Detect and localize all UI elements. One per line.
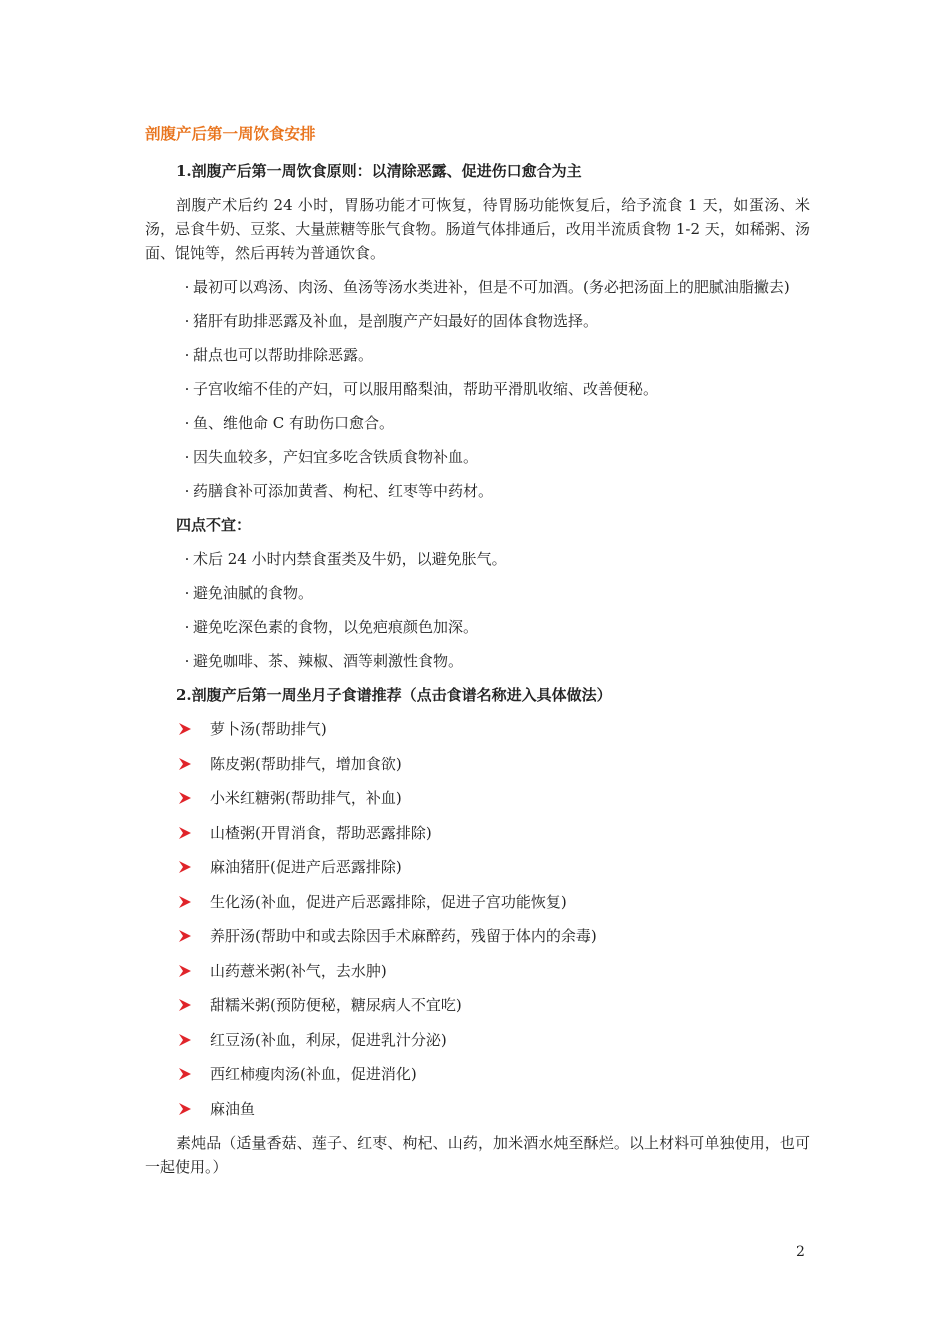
list-item: · 避免咖啡、茶、辣椒、酒等刺激性食物。 bbox=[145, 649, 810, 673]
arrow-right-icon bbox=[178, 929, 210, 943]
arrow-right-icon bbox=[178, 757, 210, 771]
recipe-name[interactable]: 养肝汤(帮助中和或去除因手术麻醉药，残留于体内的余毒) bbox=[210, 927, 597, 945]
recipe-link-item[interactable] bbox=[178, 752, 810, 776]
recipe-name[interactable]: 西红柿瘦肉汤(补血，促进消化) bbox=[210, 1065, 417, 1083]
list-item: · 避免油腻的食物。 bbox=[145, 581, 810, 605]
four-donts-heading: 四点不宜： bbox=[176, 516, 252, 534]
bullet-dot: · bbox=[184, 652, 190, 670]
arrow-right-icon bbox=[178, 722, 210, 736]
recipe-name[interactable]: 萝卜汤(帮助排气) bbox=[210, 720, 327, 738]
section2-heading: 2.剖腹产后第一周坐月子食谱推荐（点击食谱名称进入具体做法） bbox=[176, 686, 612, 704]
recipe-link-item[interactable] bbox=[178, 821, 810, 845]
arrow-right-icon bbox=[178, 1033, 210, 1047]
bullet-dot: · bbox=[184, 550, 190, 568]
list-item: · 药膳食补可添加黄耆、枸杞、红枣等中药材。 bbox=[145, 479, 810, 503]
arrow-right-icon bbox=[178, 1102, 210, 1116]
arrow-right-icon bbox=[178, 895, 210, 909]
bullet-dot: · bbox=[184, 346, 190, 364]
list-item: · 术后 24 小时内禁食蛋类及牛奶，以避免胀气。 bbox=[145, 547, 810, 571]
recipe-name[interactable]: 甜糯米粥(预防便秘，糖尿病人不宜吃) bbox=[210, 996, 462, 1014]
recipe-link-item[interactable] bbox=[178, 993, 810, 1017]
bullet-dot: · bbox=[184, 584, 190, 602]
bullet-dot: · bbox=[184, 312, 190, 330]
four-donts-list bbox=[145, 547, 810, 673]
list-item: · 子宫收缩不佳的产妇，可以服用酪梨油，帮助平滑肌收缩、改善便秘。 bbox=[145, 377, 810, 401]
page-title: 剖腹产后第一周饮食安排 bbox=[145, 124, 316, 143]
arrow-right-icon bbox=[178, 1067, 210, 1081]
recipe-link-item[interactable] bbox=[178, 786, 810, 810]
recipe-list bbox=[145, 717, 810, 1121]
list-item: · 猪肝有助排恶露及补血，是剖腹产产妇最好的固体食物选择。 bbox=[145, 309, 810, 333]
recipe-name[interactable]: 山楂粥(开胃消食，帮助恶露排除) bbox=[210, 823, 432, 842]
arrow-right-icon bbox=[178, 826, 210, 840]
document-page bbox=[145, 122, 810, 1189]
bullet-dot: · bbox=[184, 278, 190, 296]
arrow-right-icon bbox=[178, 998, 210, 1012]
recipe-link-item[interactable] bbox=[178, 890, 810, 914]
list-item: · 最初可以鸡汤、肉汤、鱼汤等汤水类进补，但是不可加酒。(务必把汤面上的肥腻油脂撇去) bbox=[145, 275, 810, 299]
bullet-dot: · bbox=[184, 380, 190, 398]
bullet-dot: · bbox=[184, 448, 190, 466]
recipe-link-item[interactable] bbox=[178, 959, 810, 983]
recipe-name[interactable]: 山药薏米粥(补气，去水肿) bbox=[210, 961, 387, 980]
recipe-link-item[interactable] bbox=[178, 717, 810, 741]
recipe-name[interactable]: 麻油猪肝(促进产后恶露排除) bbox=[210, 858, 402, 876]
arrow-right-icon bbox=[178, 964, 210, 978]
recipe-name[interactable]: 麻油鱼 bbox=[210, 1099, 256, 1118]
recipe-name[interactable]: 陈皮粥(帮助排气，增加食欲) bbox=[210, 754, 402, 773]
section1-bullet-list bbox=[145, 275, 810, 503]
page-number: 2 bbox=[796, 1244, 805, 1260]
recipe-name[interactable]: 红豆汤(补血，利尿，促进乳汁分泌) bbox=[210, 1030, 447, 1049]
recipe-link-item[interactable] bbox=[178, 1028, 810, 1052]
recipe-link-item[interactable] bbox=[178, 855, 810, 879]
list-item: · 鱼、维他命 C 有助伤口愈合。 bbox=[145, 411, 810, 435]
section1-heading: 1.剖腹产后第一周饮食原则：以清除恶露、促进伤口愈合为主 bbox=[176, 162, 582, 180]
recipe-name[interactable]: 生化汤(补血，促进产后恶露排除，促进子宫功能恢复) bbox=[210, 892, 567, 911]
list-item: · 甜点也可以帮助排除恶露。 bbox=[145, 343, 810, 367]
arrow-right-icon bbox=[178, 860, 210, 874]
bullet-dot: · bbox=[184, 482, 190, 500]
recipe-link-item[interactable] bbox=[178, 924, 810, 948]
recipe-link-item[interactable] bbox=[178, 1097, 810, 1121]
list-item: · 避免吃深色素的食物，以免疤痕颜色加深。 bbox=[145, 615, 810, 639]
recipe-name[interactable]: 小米红糖粥(帮助排气，补血) bbox=[210, 789, 402, 807]
recipe-link-item[interactable] bbox=[178, 1062, 810, 1086]
bullet-dot: · bbox=[184, 618, 190, 636]
list-item: · 因失血较多，产妇宜多吃含铁质食物补血。 bbox=[145, 445, 810, 469]
arrow-right-icon bbox=[178, 791, 210, 805]
section2-closing: 素炖品（适量香菇、莲子、红枣、枸杞、山药，加米酒水炖至酥烂。以上材料可单独使用，也可一起使用。） bbox=[145, 1134, 810, 1176]
section1-paragraph: 剖腹产术后约 24 小时，胃肠功能才可恢复，待胃肠功能恢复后，给予流食 1 天，如蛋汤、米汤，忌食牛奶、豆浆、大量蔗糖等胀气食物。肠道气体排通后，改用半流质食物 1-2 天，如稀粥、汤面、馄饨等，然后再转为普通饮食。 bbox=[145, 196, 810, 262]
bullet-dot: · bbox=[184, 414, 190, 432]
